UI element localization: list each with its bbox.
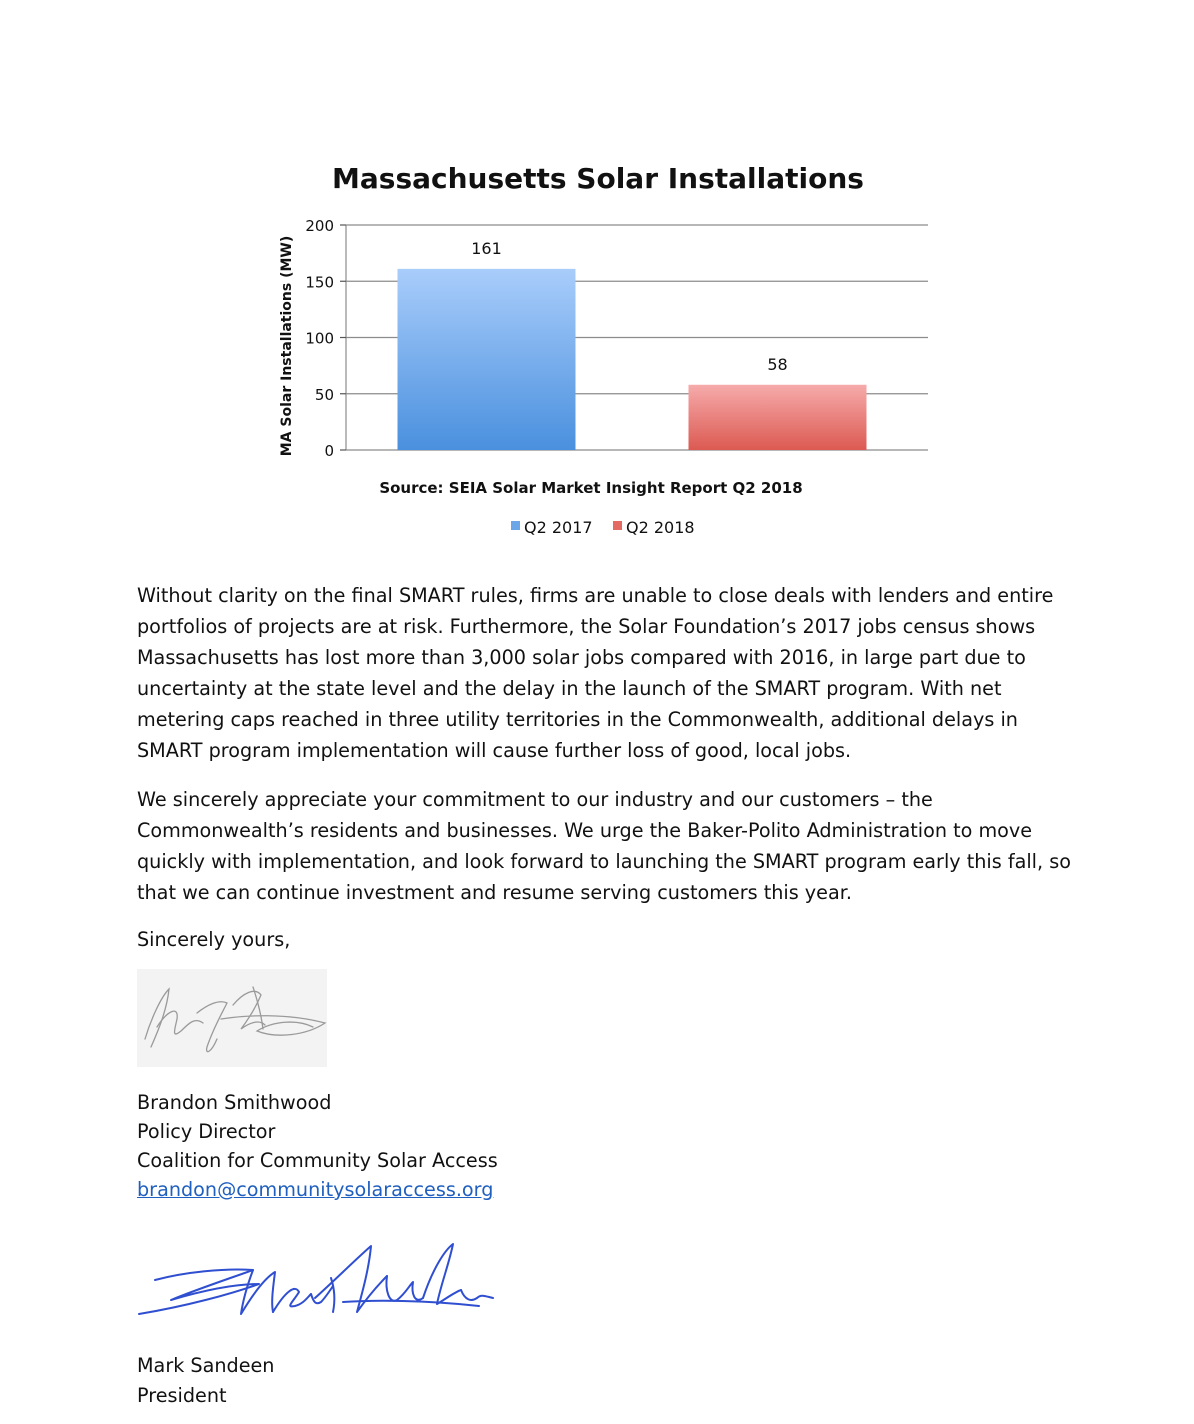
- signature-mark-sandeen: [135, 1228, 495, 1328]
- data-label: 58: [767, 354, 788, 374]
- signer-2-name: Mark Sandeen: [137, 1354, 275, 1377]
- y-axis-ticks: [305, 217, 346, 460]
- signer-2-title: President: [137, 1384, 227, 1407]
- y-tick-label: 0: [324, 442, 334, 460]
- signer-1-name: Brandon Smithwood: [137, 1091, 332, 1114]
- legend-swatch: [613, 521, 622, 530]
- chart-title: Massachusetts Solar Installations: [332, 162, 864, 195]
- legend-entry: Q2 2018: [626, 518, 695, 537]
- chart-source: Source: SEIA Solar Market Insight Report Q2 2018: [379, 479, 803, 497]
- signature-brandon-smithwood: [137, 969, 327, 1067]
- body-paragraph-1: Without clarity on the final SMART rules, firms are unable to close deals with lenders and entire portfolios of projects are at risk. Furthermore, the Solar Foundation’s 2017 jobs census shows Massachusetts has lost more than 3,000 solar jobs compared with 2016, in large part due to uncertainty at the state level and the delay in the launch of the SMART program. With net metering caps reached in three utility territories in the Commonwealth, additional delays in SMART program implementation will cause further loss of good, local jobs.: [137, 584, 1054, 762]
- signer-1-title: Policy Director: [137, 1120, 276, 1143]
- bar-q2-2017: [398, 269, 576, 450]
- y-axis-label: MA Solar Installations (MW): [279, 235, 295, 457]
- chart-legend: [511, 518, 695, 537]
- y-tick-label: 100: [305, 329, 334, 348]
- legend-entry: Q2 2017: [524, 518, 593, 537]
- body-paragraph-2: We sincerely appreciate your commitment to our industry and our customers – the Commonwealth’s residents and businesses. We urge the Baker-Polito Administration to move quickly with implementation, and look forward to launching the SMART program early this fall, so that we can continue investment and resume serving customers this year.: [137, 788, 1071, 904]
- solar-installations-chart: [0, 0, 1194, 560]
- y-tick-label: 150: [305, 273, 334, 292]
- y-tick-label: 50: [314, 385, 334, 404]
- legend-swatch: [511, 521, 520, 530]
- data-label: 161: [471, 238, 502, 258]
- signer-1-email-link[interactable]: brandon@communitysolaraccess.org: [137, 1178, 494, 1201]
- signer-1-organization: Coalition for Community Solar Access: [137, 1149, 498, 1172]
- bar-q2-2018: [689, 385, 867, 450]
- chart-bars: [398, 269, 867, 450]
- y-tick-label: 200: [305, 217, 334, 235]
- closing-salutation: Sincerely yours,: [137, 928, 291, 951]
